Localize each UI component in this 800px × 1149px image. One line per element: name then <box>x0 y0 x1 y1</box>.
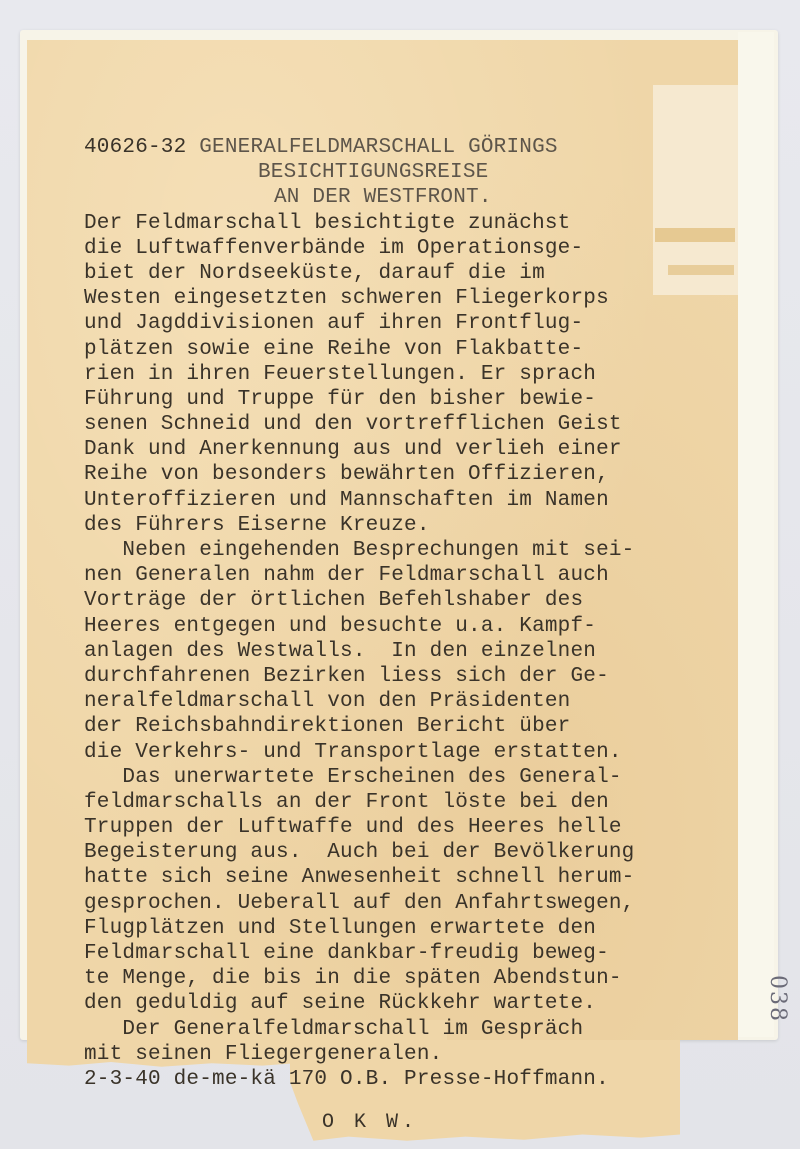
body-line: Begeisterung aus. Auch bei der Bevölkerung <box>84 841 635 865</box>
body-line: Vorträge der örtlichen Befehlshaber des <box>84 589 584 613</box>
body-line: Heeres entgegen und besuchte u.a. Kampf- <box>84 614 597 638</box>
footer-reference: O K W. <box>322 1111 419 1134</box>
body-line: Westen eingesetzten schweren Fliegerkorps <box>84 287 609 311</box>
body-line: des Führers Eiserne Kreuze. <box>84 513 430 537</box>
body-line: Truppen der Luftwaffe und des Heeres helle <box>84 816 622 840</box>
body-line: Feldmarschall eine dankbar-freudig beweg- <box>84 942 609 965</box>
body-line: Dank und Anerkennung aus und verlieh einer <box>84 438 622 462</box>
body-line: und Jagddivisionen auf ihren Frontflug- <box>84 312 584 336</box>
typewritten-caption <box>84 135 724 1092</box>
body-line: die Luftwaffenverbände im Operationsge- <box>84 236 584 260</box>
body-line: Reihe von besonders bewährten Offizieren, <box>84 463 609 487</box>
body-line: durchfahrenen Bezirken liess sich der Ge- <box>84 664 609 688</box>
header-line-3 <box>84 185 724 210</box>
body-line: hatte sich seine Anwesenheit schnell herum- <box>84 866 635 890</box>
body-line: Der Generalfeldmarschall im Gespräch <box>84 1017 584 1041</box>
body-line: gesprochen. Ueberall auf den Anfahrtswegen, <box>84 891 635 915</box>
body-line: biet der Nordseeküste, darauf die im <box>84 261 545 285</box>
credit-line: 2-3-40 de-me-kä 170 O.B. Presse-Hoffmann. <box>84 1067 609 1091</box>
body-line: te Menge, die bis in die späten Abendstun- <box>84 967 622 991</box>
body-line: der Reichsbahndirektionen Bericht über <box>84 715 571 739</box>
body-line: anlagen des Westwalls. In den einzelnen <box>84 639 597 663</box>
header-title: GENERALFELDMARSCHALL GÖRINGS <box>199 136 558 159</box>
body-line: Flugplätzen und Stellungen erwartete den <box>84 916 597 940</box>
body-line: mit seinen Fliegergeneralen. <box>84 1042 443 1066</box>
body-line: Führung und Truppe für den bisher bewie- <box>84 387 597 411</box>
body-line: neralfeldmarschall von den Präsidenten <box>84 690 571 714</box>
header-line-1 <box>84 135 724 160</box>
body-line: senen Schneid und den vortrefflichen Geist <box>84 413 622 437</box>
mount-right-edge <box>738 32 774 1037</box>
body-line: plätzen sowie eine Reihe von Flakbatte- <box>84 337 584 361</box>
body-line: den geduldig auf seine Rückkehr wartete. <box>84 992 597 1016</box>
body-line: rien in ihren Feuerstellungen. Er sprach <box>84 362 597 386</box>
reference-code: 40626-32 <box>84 136 187 159</box>
body-line: Das unerwartete Erscheinen des General- <box>84 765 622 789</box>
body-line: Der Feldmarschall besichtigte zunächst <box>84 211 571 235</box>
body-line: feldmarschalls an der Front löste bei den <box>84 790 609 814</box>
header-line-2 <box>84 160 724 185</box>
header-location: AN DER WESTFRONT. <box>274 186 492 210</box>
body-line: Neben eingehenden Besprechungen mit sei- <box>84 539 635 562</box>
body-line: Unteroffizieren und Mannschaften im Namen <box>84 488 609 512</box>
handwritten-archive-number: 038 <box>765 975 790 1023</box>
body-line: die Verkehrs- und Transportlage erstatten. <box>84 740 622 764</box>
header-subtitle: BESICHTIGUNGSREISE <box>258 161 489 185</box>
body-line: nen Generalen nahm der Feldmarschall auch <box>84 564 609 588</box>
